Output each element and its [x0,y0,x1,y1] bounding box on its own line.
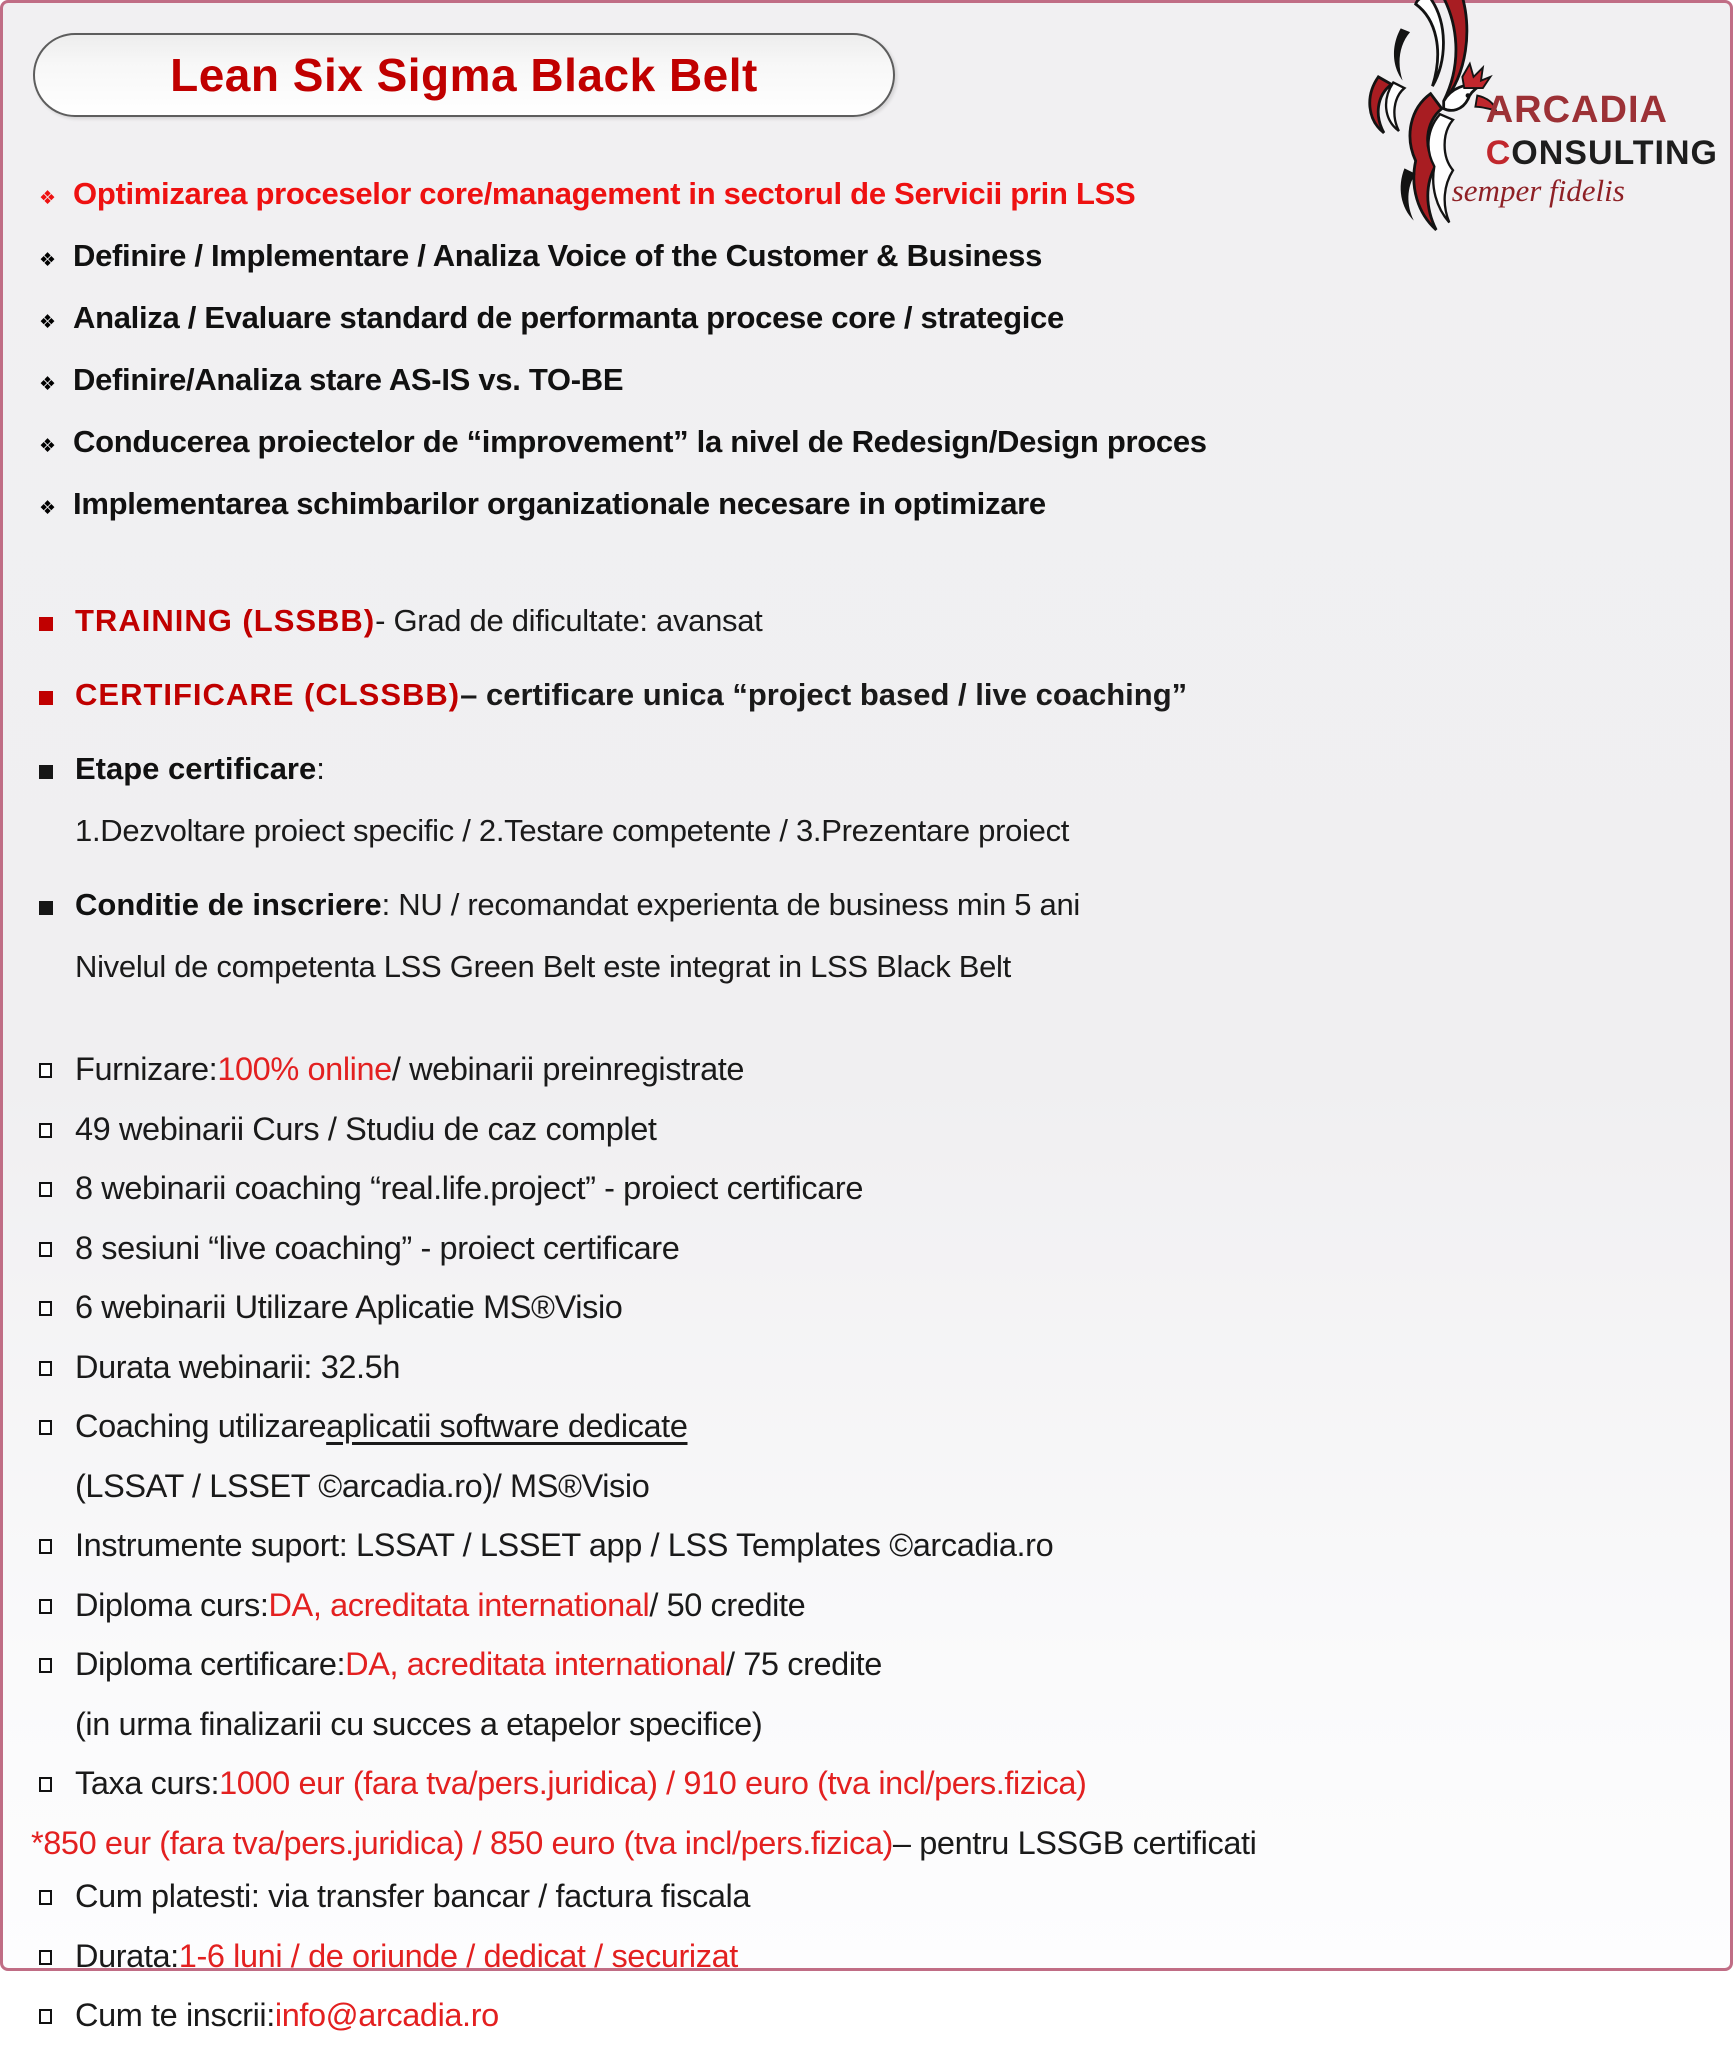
checkbox-bullet-icon [39,1285,75,1339]
list-item: Coaching utilizare aplicatii software dedicate [39,1400,1694,1460]
list-item: 49 webinarii Curs / Studiu de caz complet [39,1103,1694,1163]
diamond-bullet-icon: ❖ [39,373,57,395]
logo-arcadia-text: ARCADIA [1485,89,1668,131]
training-title: TRAINING (LSSBB) [75,603,376,638]
checkbox-bullet-icon [39,1993,75,2047]
checkbox-bullet-icon [39,1642,75,1696]
checkbox-bullet-icon [39,1761,75,1815]
checkbox-bullet-icon [39,1107,75,1161]
square-bullet-icon [39,765,75,784]
diamond-bullet-icon: ❖ [39,249,57,271]
list-item: Diploma certificare: DA, acreditata international / 75 credite [39,1638,1694,1698]
list-item: 6 webinarii Utilizare Aplicatie MS®Visio [39,1281,1694,1341]
details-checklist [31,1043,1694,2049]
list-item: ❖ Analiza / Evaluare standard de performanta procese core / strategice [39,289,1694,351]
diamond-bullet-icon: ❖ [39,497,57,519]
training-line: TRAINING (LSSBB) - Grad de dificultate: avansat [39,603,1694,639]
enrollment-condition-detail: Nivelul de competenta LSS Green Belt este integrat in LSS Black Belt [75,949,1011,984]
diamond-bullet-icon: ❖ [39,187,57,209]
list-item: Instrumente suport: LSSAT / LSSET app / LSS Templates ©arcadia.ro [39,1519,1694,1579]
discount-note: *850 eur (fara tva/pers.juridica) / 850 euro (tva incl/pers.fizica) – pentru LSSGB certificati [31,1824,1257,1861]
list-item: ❖ Definire / Implementare / Analiza Voice of the Customer & Business [39,227,1694,289]
stages-line: Etape certificare : [39,751,1694,787]
page-title: Lean Six Sigma Black Belt [170,49,758,101]
checkbox-bullet-icon [39,1226,75,1280]
list-item: 8 webinarii coaching “real.life.project” - proiect certificare [39,1162,1694,1222]
square-bullet-icon [39,901,75,920]
square-bullet-icon [39,617,75,636]
program-sections [39,603,1694,985]
list-item-continuation: (LSSAT / LSSET ©arcadia.ro)/ MS®Visio [75,1467,650,1504]
list-item: ❖ Definire/Analiza stare AS-IS vs. TO-BE [39,351,1694,413]
checkbox-bullet-icon [39,1047,75,1101]
checkbox-bullet-icon [39,1523,75,1577]
contact-email[interactable]: info@arcadia.ro [274,1997,499,2033]
certification-line: CERTIFICARE (CLSSBB) – certificare unica “project based / live coaching” [39,677,1694,713]
enrollment-condition-line: Conditie de inscriere : NU / recomandat experienta de business min 5 ani [39,887,1694,923]
list-item: ❖ Optimizarea proceselor core/management in sectorul de Servicii prin LSS [39,165,1694,227]
logo-consulting-text: CONSULTING [1485,134,1718,172]
list-item: ❖ Conducerea proiectelor de “improvement” la nivel de Redesign/Design proces [39,413,1694,475]
title-banner [33,33,895,117]
list-item-continuation: (in urma finalizarii cu succes a etapelor specifice) [75,1705,763,1742]
list-item: Diploma curs: DA, acreditata international / 50 credite [39,1579,1694,1639]
checkbox-bullet-icon [39,1345,75,1399]
diamond-bullet-icon: ❖ [39,311,57,333]
arcadia-logo [1350,3,1718,243]
diamond-bullet-icon: ❖ [39,435,57,457]
list-item: Cum platesti: via transfer bancar / factura fiscala [39,1870,1694,1930]
list-item: 8 sesiuni “live coaching” - proiect certificare [39,1222,1694,1282]
checkbox-bullet-icon [39,1934,75,1988]
checkbox-bullet-icon [39,1404,75,1458]
list-item: Durata: 1-6 luni / de oriunde / dedicat / securizat [39,1930,1694,1990]
stages-detail: 1.Dezvoltare proiect specific / 2.Testare competente / 3.Prezentare proiect [75,813,1070,848]
logo-wordmark [1451,89,1718,243]
list-item: ❖ Implementarea schimbarilor organizationale necesare in optimizare [39,475,1694,537]
square-bullet-icon [39,691,75,710]
checkbox-bullet-icon [39,1583,75,1637]
checkbox-bullet-icon [39,1166,75,1220]
list-item: Cum te inscrii: info@arcadia.ro [39,1989,1694,2049]
list-item: Taxa curs: 1000 eur (fara tva/pers.juridica) / 910 euro (tva incl/pers.fizica) [39,1757,1694,1817]
checkbox-bullet-icon [39,1874,75,1928]
certification-title: CERTIFICARE (CLSSBB) [75,677,461,712]
list-item: Durata webinarii: 32.5h [39,1341,1694,1401]
logo-motto: semper fidelis [1451,173,1625,208]
list-item: Furnizare: 100% online / webinarii preinregistrate [39,1043,1694,1103]
